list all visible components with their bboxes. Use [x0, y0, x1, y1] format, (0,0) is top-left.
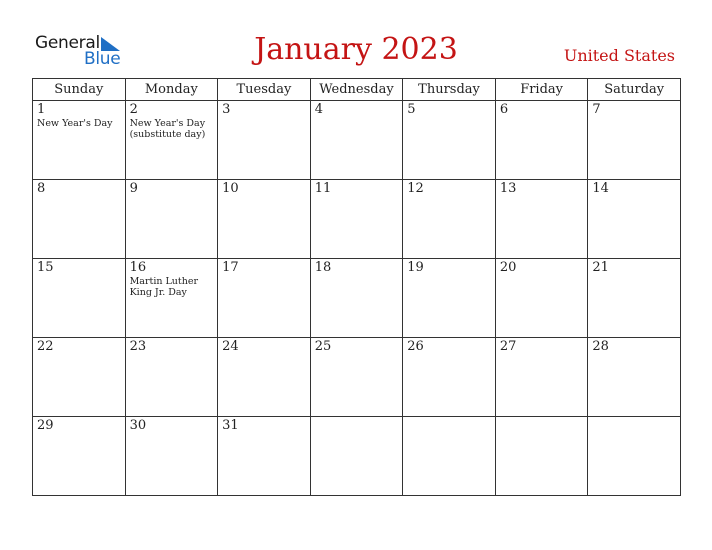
day-number: 14	[592, 181, 609, 196]
day-number: 16	[129, 260, 147, 275]
day-number: 17	[222, 260, 239, 275]
day-number: 10	[222, 181, 239, 196]
weekday-header: Sunday	[33, 79, 126, 101]
calendar-body	[33, 101, 681, 496]
day-number: 7	[592, 102, 601, 117]
weekday-header: Thursday	[403, 79, 496, 101]
day-cell	[588, 180, 681, 259]
holiday-label: New Year's Day (substitute day)	[129, 118, 206, 140]
day-number: 31	[222, 418, 239, 433]
day-cell	[218, 101, 311, 180]
day-cell	[588, 101, 681, 180]
day-number: 3	[222, 102, 231, 117]
calendar-grid	[32, 78, 681, 496]
day-cell	[33, 101, 126, 180]
day-cell	[588, 417, 681, 496]
weekday-header: Friday	[495, 79, 588, 101]
day-number: 1	[37, 102, 46, 117]
day-number: 5	[407, 102, 416, 117]
day-cell	[403, 101, 496, 180]
day-number: 24	[222, 339, 239, 354]
weekday-header: Monday	[125, 79, 218, 101]
day-number: 26	[407, 339, 424, 354]
day-number: 13	[499, 181, 517, 196]
day-number: 12	[407, 181, 424, 196]
day-number: 22	[37, 339, 54, 354]
day-number: 18	[314, 260, 332, 275]
day-cell	[495, 180, 588, 259]
weekday-header: Tuesday	[218, 79, 311, 101]
weekday-header: Wednesday	[310, 79, 403, 101]
day-cell	[33, 259, 126, 338]
day-number: 4	[314, 102, 323, 117]
day-cell	[218, 259, 311, 338]
day-cell	[403, 338, 496, 417]
week-row	[33, 259, 681, 338]
day-cell	[403, 180, 496, 259]
day-number: 23	[129, 339, 147, 354]
day-cell	[125, 180, 218, 259]
day-number: 6	[499, 102, 509, 117]
day-cell	[310, 417, 403, 496]
day-number: 28	[592, 339, 609, 354]
day-cell	[403, 417, 496, 496]
day-number: 25	[314, 339, 332, 354]
holiday-label: Martin Luther King Jr. Day	[129, 276, 199, 298]
day-number: 27	[499, 339, 517, 354]
day-number: 19	[407, 260, 424, 275]
weekday-header-row	[33, 79, 681, 101]
day-cell	[495, 338, 588, 417]
page-title: January 2023	[254, 32, 458, 67]
day-cell	[218, 417, 311, 496]
day-cell	[125, 338, 218, 417]
day-cell	[218, 338, 311, 417]
day-cell	[588, 259, 681, 338]
day-number: 29	[37, 418, 54, 433]
day-cell	[218, 180, 311, 259]
weekday-header: Saturday	[588, 79, 681, 101]
day-cell	[310, 338, 403, 417]
logo-word-general: General	[35, 33, 100, 53]
day-cell	[495, 101, 588, 180]
week-row	[33, 417, 681, 496]
day-number: 30	[129, 418, 147, 433]
day-cell	[33, 417, 126, 496]
day-cell	[310, 180, 403, 259]
week-row	[33, 101, 681, 180]
week-row	[33, 338, 681, 417]
logo-word-blue: Blue	[84, 49, 121, 69]
day-number: 11	[314, 181, 332, 196]
week-row	[33, 180, 681, 259]
day-cell	[495, 417, 588, 496]
day-number: 15	[37, 260, 54, 275]
holiday-label: New Year's Day	[37, 118, 113, 129]
day-number: 21	[592, 260, 609, 275]
day-number: 9	[129, 181, 138, 196]
day-cell	[403, 259, 496, 338]
day-number: 20	[499, 260, 517, 275]
day-cell	[33, 338, 126, 417]
day-cell	[495, 259, 588, 338]
day-cell	[310, 259, 403, 338]
day-cell	[125, 417, 218, 496]
day-cell	[125, 259, 218, 338]
day-number: 2	[129, 102, 138, 117]
day-cell	[310, 101, 403, 180]
day-cell	[125, 101, 218, 180]
day-cell	[588, 338, 681, 417]
country-label: United States	[563, 46, 675, 65]
day-cell	[33, 180, 126, 259]
day-number: 8	[37, 181, 46, 196]
